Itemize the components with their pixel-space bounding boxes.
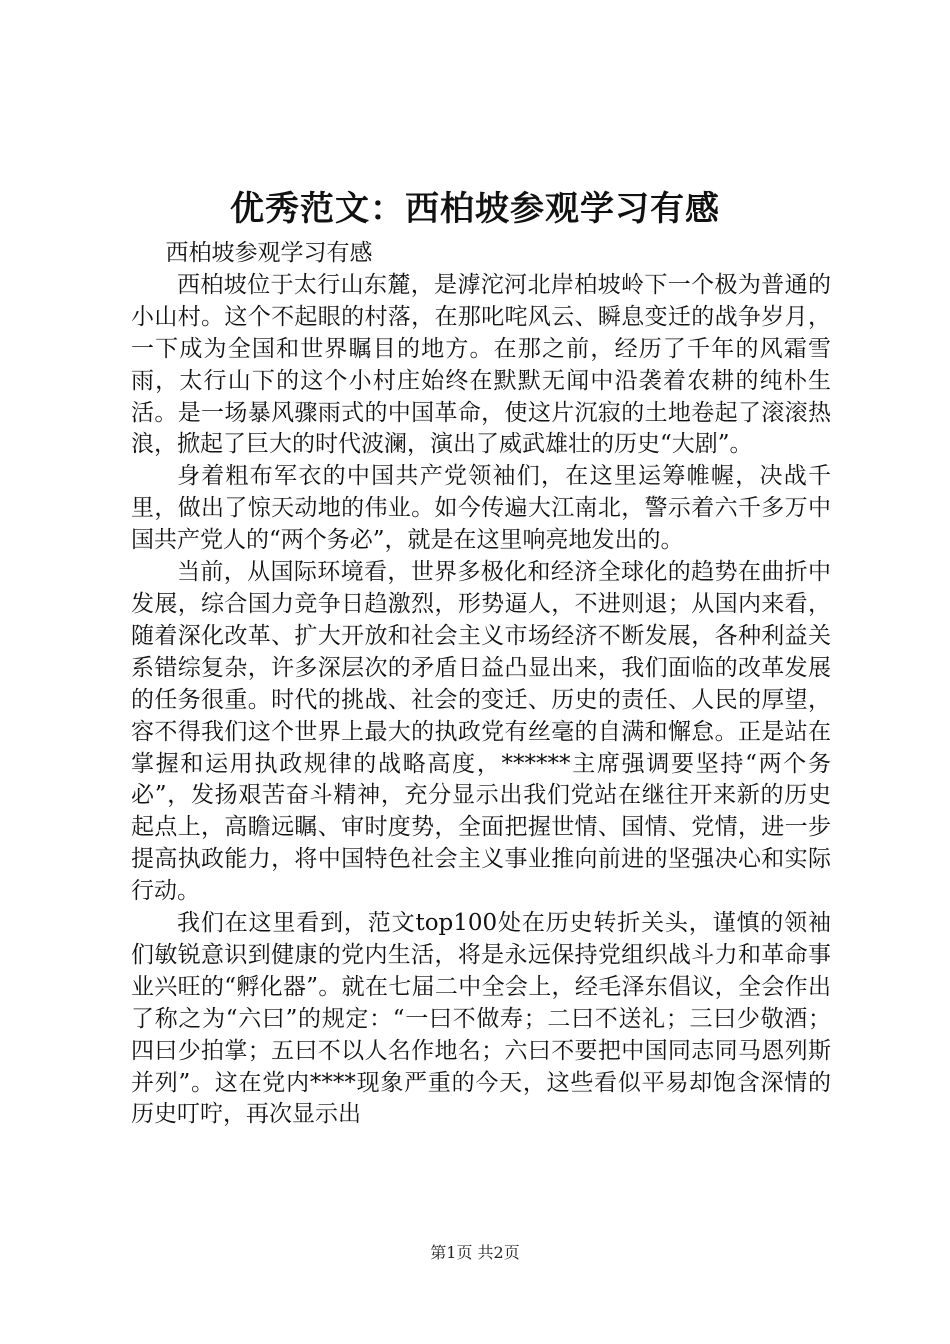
paragraph: 当前，从国际环境看，世界多极化和经济全球化的趋势在曲折中发展，综合国力竞争日趋激烈，形势逼人，不进则退；从国内来看，随着深化改革、扩大开放和社会主义市场经济不断发展，各种利益关系错综复杂，许多深层次的矛盾日益凸显出来，我们面临的改革发展的任务很重。时代的挑战、社会的变迁、历史的责任、人民的厚望，容不得我们这个世界上最大的执政党有丝毫的自满和懈怠。正是站在掌握和运用执政规律的战略高度，******主席强调要坚持“两个务必”，发扬艰苦奋斗精神，充分显示出我们党站在继往开来新的历史起点上，高瞻远瞩、审时度势，全面把握世情、国情、党情，进一步提高执政能力，将中国特色社会主义事业推向前进的坚强决心和实际行动。 (131, 559, 831, 905)
paragraph: 西柏坡位于太行山东麓，是滹沱河北岸柏坡岭下一个极为普通的小山村。这个不起眼的村落，在那叱咤风云、瞬息变迁的战争岁月，一下成为全国和世界瞩目的地方。在那之前，经历了千年的风霜雪雨，太行山下的这个小村庄始终在默默无闻中沿袭着农耕的纯朴生活。是一场暴风骤雨式的中国革命，使这片沉寂的土地卷起了滚滚热浪，掀起了巨大的时代波澜，演出了威武雄壮的历史“大剧”。 (131, 271, 831, 458)
paragraph: 身着粗布军衣的中国共产党领袖们，在这里运筹帷幄，决战千里，做出了惊天动地的伟业。如今传遍大江南北，警示着六千多万中国共产党人的“两个务必”，就是在这里响亮地发出的。 (131, 463, 831, 554)
page-number-footer: 第1页 共2页 (430, 1243, 520, 1262)
document-body (131, 238, 831, 1131)
paragraph: 我们在这里看到，范文top100处在历史转折关头，谨慎的领袖们敏锐意识到健康的党内生活，将是永远保持党组织战斗力和革命事业兴旺的“孵化器”。就在七届二中全会上，经毛泽东倡议，全会作出了称之为“六曰”的规定：“一曰不做寿；二曰不送礼；三曰少敬酒；四曰少拍掌；五曰不以人名作地名；六曰不要把中国同志同马恩列斯并列”。这在党内****现象严重的今天，这些看似平易却饱含深情的历史叮咛，再次显示出 (131, 910, 831, 1128)
document-title: 优秀范文：西柏坡参观学习有感 (230, 189, 720, 229)
document-subtitle: 西柏坡参观学习有感 (165, 240, 373, 266)
